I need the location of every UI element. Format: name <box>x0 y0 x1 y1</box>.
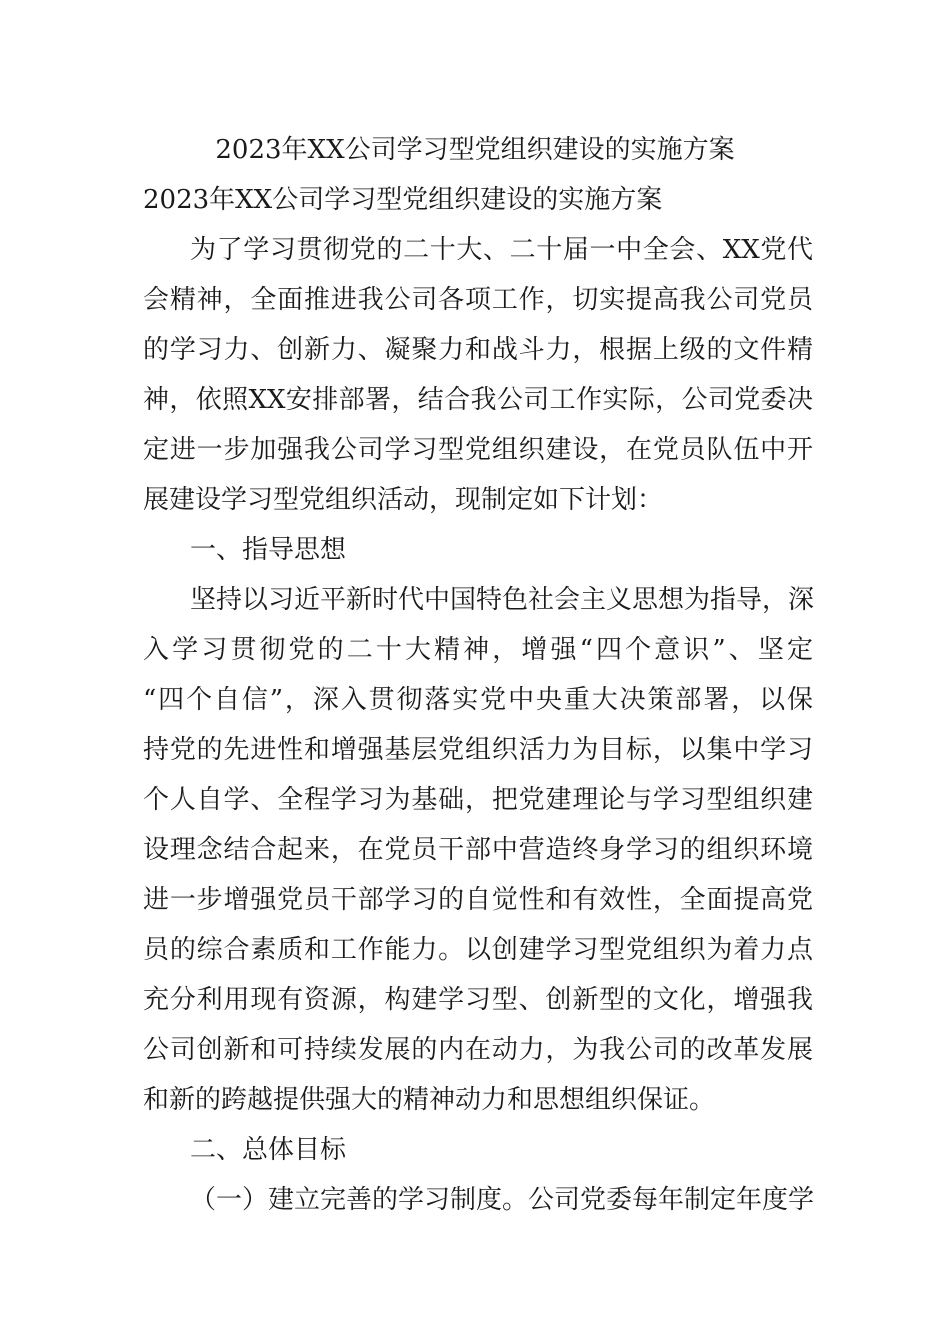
document-title: 2023年XX公司学习型党组织建设的实施方案 <box>215 135 735 165</box>
intro-line: 会精神，全面推进我公司各项工作，切实提高我公司党员 <box>143 285 813 315</box>
intro-line: 展建设学习型党组织活动，现制定如下计划： <box>143 485 664 515</box>
section1-line: 充分利用现有资源，构建学习型、创新型的文化，增强我 <box>143 985 813 1015</box>
section1-line: 和新的跨越提供强大的精神动力和思想组织保证。 <box>143 1085 716 1115</box>
section1-line: “四个自信”，深入贯彻落实党中央重大决策部署，以保 <box>143 685 813 715</box>
intro-line: 神，依照XX安排部署，结合我公司工作实际，公司党委决 <box>143 385 813 415</box>
section-heading-overall-goals: 二、总体目标 <box>190 1135 347 1165</box>
intro-line: 的学习力、创新力、凝聚力和战斗力，根据上级的文件精 <box>143 335 813 365</box>
section1-line: 进一步增强党员干部学习的自觉性和有效性，全面提高党 <box>143 885 813 915</box>
section-heading-guiding-ideology: 一、指导思想 <box>190 535 347 565</box>
section1-line: 持党的先进性和增强基层党组织活力为目标，以集中学习 <box>143 735 813 765</box>
section1-line: 个人自学、全程学习为基础，把党建理论与学习型组织建 <box>143 785 813 815</box>
section1-line: 公司创新和可持续发展的内在动力，为我公司的改革发展 <box>143 1035 813 1065</box>
document-subtitle: 2023年XX公司学习型党组织建设的实施方案 <box>143 185 663 215</box>
section1-line: 坚持以习近平新时代中国特色社会主义思想为指导，深 <box>190 585 815 615</box>
intro-line: 为了学习贯彻党的二十大、二十届一中全会、XX党代 <box>190 235 813 265</box>
section1-line: 入学习贯彻党的二十大精神，增强“四个意识”、坚定 <box>143 635 813 665</box>
section2-line: （一）建立完善的学习制度。公司党委每年制定年度学 <box>190 1185 815 1215</box>
section1-line: 设理念结合起来，在党员干部中营造终身学习的组织环境 <box>143 835 813 865</box>
intro-line: 定进一步加强我公司学习型党组织建设，在党员队伍中开 <box>143 435 813 465</box>
section1-line: 员的综合素质和工作能力。以创建学习型党组织为着力点 <box>143 935 813 965</box>
